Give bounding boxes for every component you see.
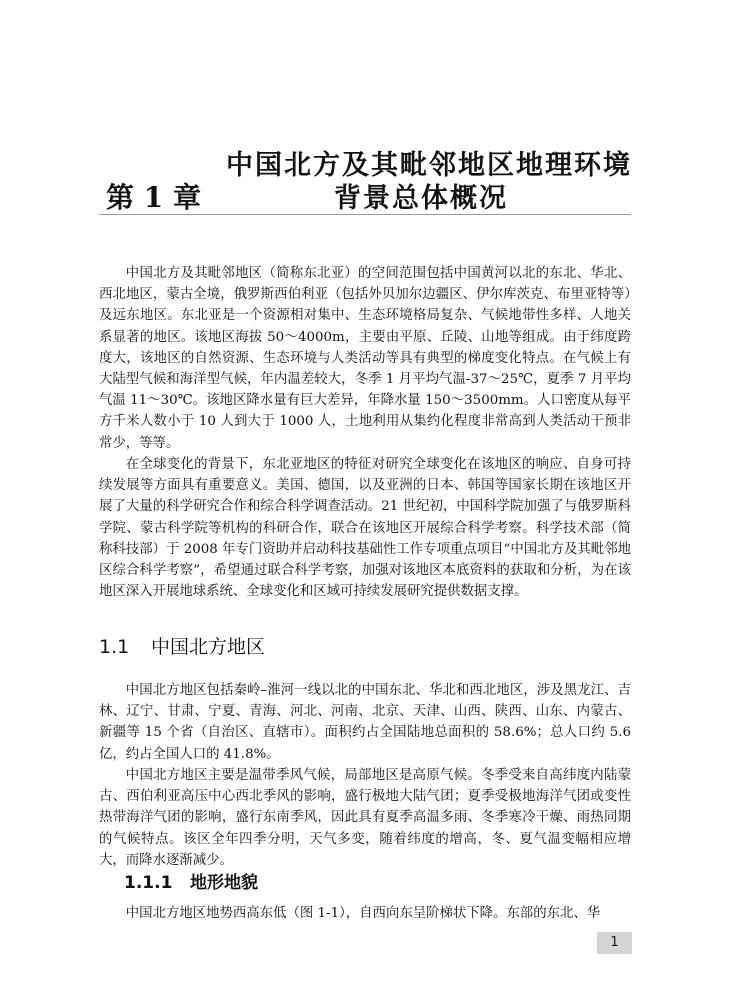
page-number: 1: [597, 932, 632, 954]
chapter-title-line2: 背景总体概况: [334, 183, 508, 214]
subsection-title: 地形地貌: [190, 873, 258, 893]
chapter-label: 第 1 章: [106, 181, 201, 214]
section-title: 中国北方地区: [151, 636, 266, 658]
section-paragraph: 中国北方地区主要是温带季风气候，局部地区是高原气候。冬季受来自高纬度内陆蒙古、西伯利亚高压中心西北季风的影响，盛行极地大陆气团；夏季受极地海洋气团或变性热带海洋气团的影响，盛行东南季风，因此具有夏季高温多雨、冬季寒冷干燥、雨热同期的气候特点。该区全年四季分明，天气多变，随着纬度的增高，冬、夏气温变幅相应增大，而降水逐渐减少。: [99, 768, 631, 868]
subsection-paragraph: 中国北方地区地势西高东低（图 1-1），自西向东呈阶梯状下降。东部的东北、华: [125, 906, 601, 921]
subsection-heading: [124, 868, 258, 893]
section-paragraph: 中国北方地区包括秦岭–淮河一线以北的中国东北、华北和西北地区，涉及黑龙江、吉林、辽宁、甘肃、宁夏、青海、河北、河南、北京、天津、山西、陕西、山东、内蒙古、新疆等 15 个省（自治区、直辖市）。面积约占全国陆地总面积的 58.6%；总人口约 5.6 亿，约占全国人口的 41.8%。: [99, 683, 631, 762]
chapter-divider: [99, 214, 631, 215]
section-number: 1.1: [99, 636, 130, 658]
section-heading: [99, 632, 265, 659]
intro-paragraph: 在全球变化的背景下，东北亚地区的特征对研究全球变化在该地区的响应、自身可持续发展等方面具有重要意义。美国、德国，以及亚洲的日本、韩国等国家长期在该地区开展了大量的科学研究合作和综合科学调查活动。21 世纪初，中国科学院加强了与俄罗斯科学院、蒙古科学院等机构的科研合作，联合在该地区开展综合科学考察。科学技术部（简称科技部）于 2008 年专门资助并启动科技基础性工作专项重点项目“中国北方及其毗邻地区综合科学考察”，希望通过联合科学考察，加强对该地区本底资料的获取和分析，为在该地区深入开展地球系统、全球变化和区域可持续发展研究提供数据支撑。: [99, 457, 631, 600]
subsection-number: 1.1.1: [124, 873, 173, 893]
intro-paragraph: 中国北方及其毗邻地区（简称东北亚）的空间范围包括中国黄河以北的东北、华北、西北地区，蒙古全境，俄罗斯西伯利亚（包括外贝加尔边疆区、伊尔库茨克、布里亚特等）及远东地区。东北亚是一个资源相对集中、生态环境格局复杂、气候地带性多样、人地关系显著的地区。该地区海拔 50～4000m，主要由平原、丘陵、山地等组成。由于纬度跨度大，该地区的自然资源、生态环境与人类活动等具有典型的梯度变化特点。在气候上有大陆型气候和海洋型气候，年内温差较大，冬季 1 月平均气温-37～25℃，夏季 7 月平均气温 11～30℃。该地区降水量有巨大差异，年降水量 150～3500mm。人口密度从每平方千米人数小于 10 人到大于 1000 人，土地利用从集约化程度非常高到人类活动干预非常少，等等。: [99, 266, 631, 451]
chapter-title-line1: 中国北方及其毗邻地区地理环境: [226, 150, 632, 181]
